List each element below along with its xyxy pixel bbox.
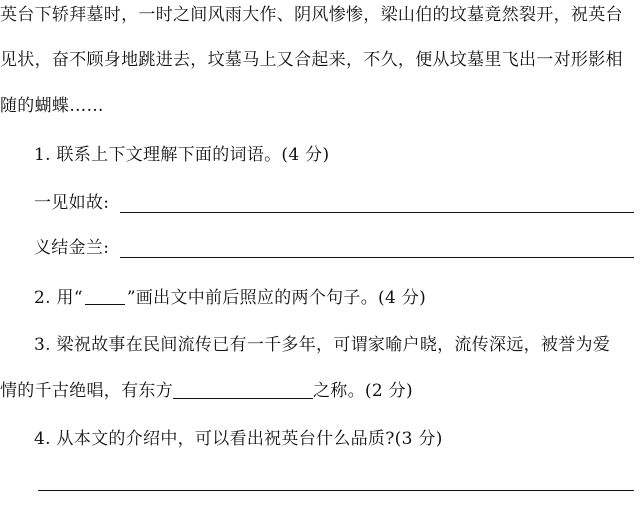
passage-line-3: 随的蝴蝶…… <box>0 96 104 116</box>
question-3-prefix: 情的千古绝唱，有东方 <box>0 381 173 401</box>
passage-line-2: 见状，奋不顾身地跳进去，坟墓马上又合起来，不久，便从坟墓里飞出一对形影相 <box>0 50 623 70</box>
answer-blank-q3[interactable] <box>173 384 313 399</box>
question-2 <box>34 283 426 313</box>
question-2-prefix: 2. 用“ <box>34 288 83 308</box>
answer-line-q4[interactable] <box>38 490 634 491</box>
underline-sample-blank <box>85 290 125 305</box>
question-1-text: 1. 联系上下文理解下面的词语。(4 分) <box>34 145 330 165</box>
question-2-suffix: ”画出文中前后照应的两个句子。(4 分) <box>126 288 427 308</box>
passage-line-1: 英台下轿拜墓时，一时之间风雨大作、阴风惨惨，梁山伯的坟墓竟然裂开，祝英台 <box>0 5 623 25</box>
question-1-term-1: 一见如故: <box>34 193 110 213</box>
answer-line-term-1[interactable] <box>120 212 634 213</box>
question-1-term-2: 义结金兰: <box>34 238 110 258</box>
question-3-line-1: 3. 梁祝故事在民间流传已有一千多年，可谓家喻户晓，流传深远，被誉为爱 <box>34 335 611 355</box>
question-4-text: 4. 从本文的介绍中，可以看出祝英台什么品质?(3 分) <box>34 429 443 449</box>
question-3-line-2 <box>0 376 413 406</box>
answer-line-term-2[interactable] <box>120 257 634 258</box>
question-3-suffix: 之称。(2 分) <box>313 381 413 401</box>
